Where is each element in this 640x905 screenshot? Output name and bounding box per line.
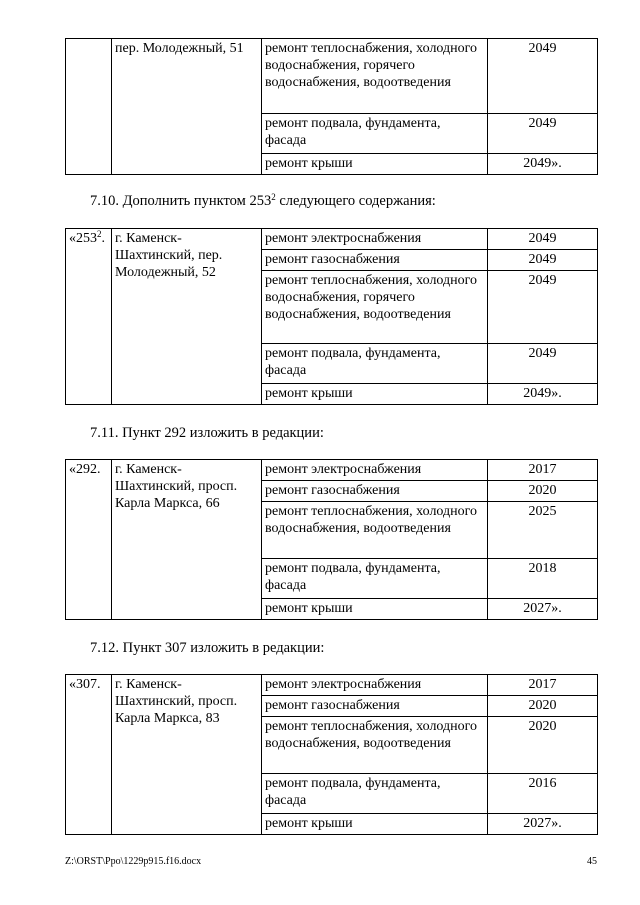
year-cell: 2018 [488,559,598,599]
work-cell: ремонт подвала, фундамента, фасада [262,344,488,384]
paragraph-7-11: 7.11. Пункт 292 изложить в редакции: [90,425,324,441]
year-cell: 2049». [488,384,598,405]
year-cell: 2049 [488,114,598,154]
year-cell: 2049 [488,229,598,250]
item-number-cell [66,39,112,175]
table-item-307 [65,674,598,835]
work-cell: ремонт теплоснабжения, холодного водоснабжения, горячего водоснабжения, водоотведения [262,271,488,344]
work-cell: ремонт подвала, фундамента, фасада [262,114,488,154]
work-cell: ремонт крыши [262,599,488,620]
table-row [66,229,598,250]
page-number: 45 [587,856,597,867]
year-cell: 2049 [488,39,598,114]
work-cell: ремонт газоснабжения [262,481,488,502]
table-row [66,460,598,481]
work-cell: ремонт газоснабжения [262,696,488,717]
work-cell: ремонт крыши [262,154,488,175]
year-cell: 2025 [488,502,598,559]
work-cell: ремонт теплоснабжения, холодного водоснабжения, водоотведения [262,717,488,774]
table-item-292 [65,459,598,620]
year-cell: 2049». [488,154,598,175]
item-number-cell: «292. [66,460,112,620]
year-cell: 2020 [488,696,598,717]
address-cell: г. Каменск-Шахтинский, пер. Молодежный, 52 [112,229,262,405]
paragraph-7-10: 7.10. Дополнить пунктом $253^2$ следующего содержания: [90,192,436,209]
work-cell: ремонт крыши [262,384,488,405]
year-cell: 2027». [488,599,598,620]
work-cell: ремонт газоснабжения [262,250,488,271]
work-cell: ремонт подвала, фундамента, фасада [262,774,488,814]
table-row [66,675,598,696]
work-cell: ремонт электроснабжения [262,675,488,696]
table-continuation [65,38,598,175]
item-number-cell: «307. [66,675,112,835]
paragraph-7-12: 7.12. Пункт 307 изложить в редакции: [90,640,325,656]
year-cell: 2020 [488,481,598,502]
year-cell: 2049 [488,250,598,271]
year-cell: 2049 [488,271,598,344]
table-item-253-2 [65,228,598,405]
work-cell: ремонт теплоснабжения, холодного водоснабжения, водоотведения [262,502,488,559]
year-cell: 2016 [488,774,598,814]
footer-file-path: Z:\ORST\Ppo\1229p915.f16.docx [65,856,202,867]
address-cell: г. Каменск-Шахтинский, просп. Карла Маркса, 83 [112,675,262,835]
work-cell: ремонт крыши [262,814,488,835]
work-cell: ремонт электроснабжения [262,229,488,250]
address-cell: г. Каменск-Шахтинский, просп. Карла Маркса, 66 [112,460,262,620]
work-cell: ремонт теплоснабжения, холодного водоснабжения, горячего водоснабжения, водоотведения [262,39,488,114]
year-cell: 2017 [488,675,598,696]
table-row [66,39,598,114]
year-cell: 2020 [488,717,598,774]
year-cell: 2049 [488,344,598,384]
work-cell: ремонт электроснабжения [262,460,488,481]
address-cell: пер. Молодежный, 51 [112,39,262,175]
year-cell: 2017 [488,460,598,481]
item-number-cell: «$253^2$. [66,229,112,405]
year-cell: 2027». [488,814,598,835]
work-cell: ремонт подвала, фундамента, фасада [262,559,488,599]
